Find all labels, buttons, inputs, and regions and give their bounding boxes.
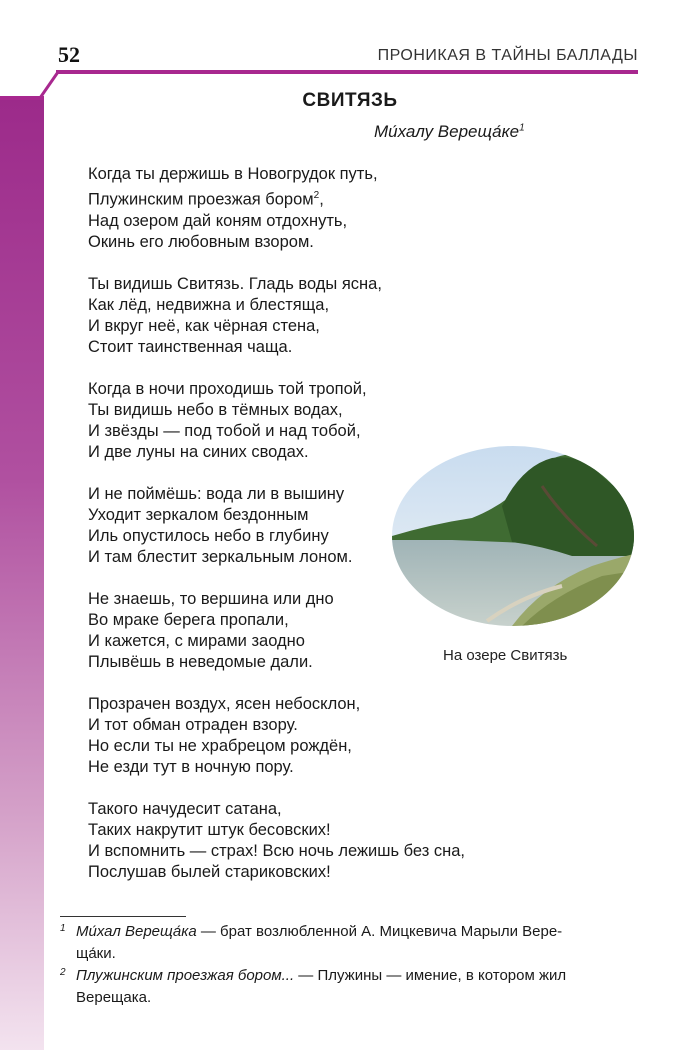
footnote-text-cont: Верещака.	[76, 989, 152, 1006]
side-decoration-bar	[0, 96, 44, 1050]
footnote-text: — Плужины — имение, в котором жил	[294, 967, 567, 984]
footnote-text: — брат возлюбленной А. Мицкевича Марыли Вере-	[196, 923, 563, 940]
poem-line: Но если ты не храбрецом рождён,	[88, 736, 352, 755]
poem-line: Послушав былей стариковских!	[88, 862, 331, 881]
poem-line: И вкруг неё, как чёрная стена,	[88, 316, 320, 335]
poem-line: Ты видишь небо в тёмных водах,	[88, 400, 343, 419]
poem-line: Плывёшь в неведомые дали.	[88, 652, 313, 671]
poem-line: И не поймёшь: вода ли в вышину	[88, 484, 345, 503]
poem-line-punct: ,	[319, 190, 324, 209]
poem-line: Иль опустилось небо в глубину	[88, 526, 329, 545]
poem-line: Во мраке берега пропали,	[88, 610, 289, 629]
lake-photo	[392, 446, 634, 626]
lake-photo-illustration	[392, 446, 634, 626]
header-rule	[56, 70, 638, 74]
poem-line: И вспомнить — страх! Всю ночь лежишь без сна,	[88, 841, 466, 860]
footnote-divider	[60, 916, 186, 917]
stanza-7	[88, 799, 508, 883]
stanza-1	[88, 164, 508, 253]
footnote-number: 1	[60, 923, 66, 934]
poem-line: Над озером дай коням отдохнуть,	[88, 211, 348, 230]
poem-line: Прозрачен воздух, ясен небосклон,	[88, 694, 361, 713]
poem-line: И тот обман отраден взору.	[88, 715, 298, 734]
footnote-2	[60, 965, 638, 1009]
footnotes	[60, 921, 638, 1009]
poem-line: Таких накрутит штук бесовских!	[88, 820, 331, 839]
poem-line: Стоит таинственная чаща.	[88, 337, 293, 356]
poem-line: Когда ты держишь в Новогрудок путь,	[88, 165, 378, 183]
poem-line: Такого начудесит сатана,	[88, 799, 282, 818]
dedication-footnote-ref: 1	[519, 122, 525, 134]
poem-line: Когда в ночи проходишь той тропой,	[88, 379, 367, 398]
dedication-text: Ми́халу Вереща́ке	[374, 122, 520, 141]
footnote-ref-2: 2	[313, 190, 320, 201]
poem-line: Ты видишь Свитязь. Гладь воды ясна,	[88, 274, 382, 293]
poem-line: Не знаешь, то вершина или дно	[88, 589, 334, 608]
poem-line: И кажется, с мирами заодно	[88, 631, 305, 650]
stanza-6	[88, 694, 508, 778]
poem-line: И две луны на синих сводах.	[88, 442, 309, 461]
photo-caption: На озере Свитязь	[443, 647, 568, 664]
poem-line: Как лёд, недвижна и блестяща,	[88, 295, 330, 314]
poem-line: Уходит зеркалом бездонным	[88, 505, 309, 524]
poem-line-text: Плужинским проезжая бором	[88, 190, 314, 209]
footnote-term: Ми́хал Вереща́ка	[76, 923, 197, 940]
page-number: 52	[58, 42, 80, 67]
footnote-1	[60, 921, 638, 965]
poem-title: СВИТЯЗЬ	[302, 90, 398, 111]
poem-line: И звёзды — под тобой и над тобой,	[88, 421, 361, 440]
poem-line: Окинь его любовным взором.	[88, 232, 314, 251]
poem-line: Не езди тут в ночную пору.	[88, 757, 294, 776]
footnote-text-cont: ща́ки.	[76, 945, 116, 962]
poem-line-with-footnote	[88, 185, 508, 211]
poem-line: И там блестит зеркальным лоном.	[88, 547, 353, 566]
running-header: ПРОНИКАЯ В ТАЙНЫ БАЛЛАДЫ	[377, 47, 638, 64]
footnote-number: 2	[60, 967, 66, 978]
dedication	[374, 122, 525, 142]
stanza-2	[88, 274, 508, 358]
footnote-term: Плужинским проезжая бором...	[76, 967, 295, 984]
